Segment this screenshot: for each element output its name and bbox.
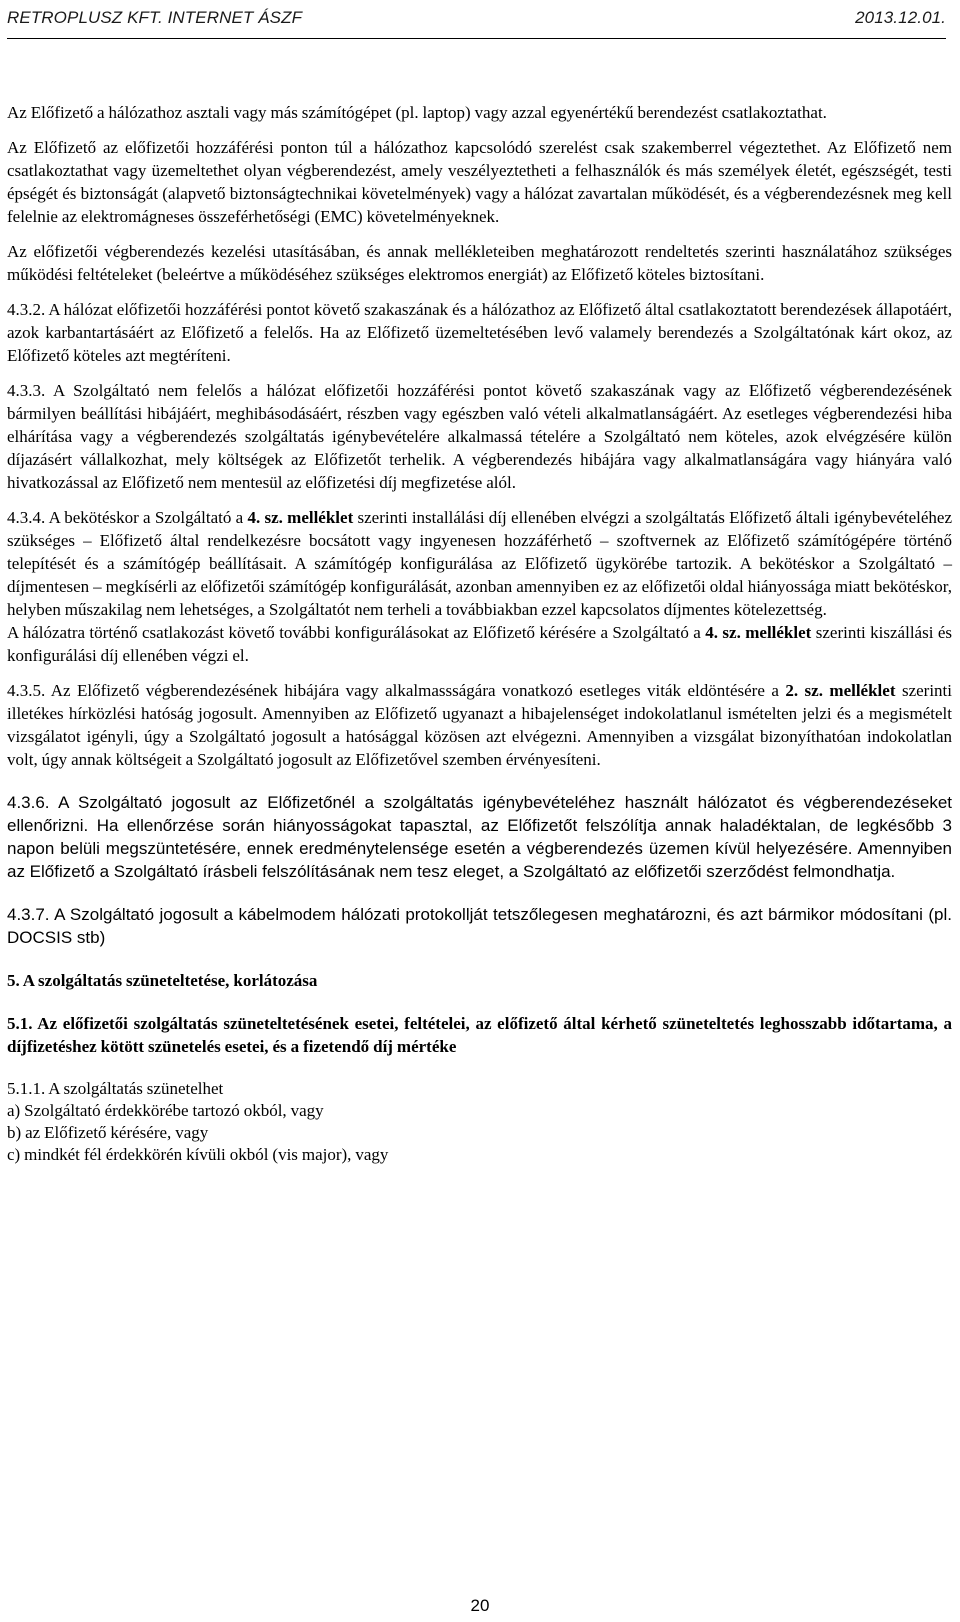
paragraph-4-3-5 (7, 679, 952, 771)
paragraph-configuration-rest: szerinti kiszállási és konfigurálási díj ellenében végzi el. (7, 623, 952, 665)
page-header (7, 0, 946, 39)
paragraph-4-3-3: 4.3.3. A Szolgáltató nem felelős a hálózat előfizetői hozzáférési pontot követő szakaszának vagy az Előfizető végberendezésének bármilyen beállítási hibájáért, meghibásodásáért, részben vagy egészben való vételi alkalmatlanságáért. Az esetleges végberendezési hiba elhárítása vagy a végberendezés szolgáltatás igénybevételére alkalmassá tételére a Szolgáltató nem köteles, azok elvégzésére külön díjazásért vállalkozhat, mely költségek az Előfizetőt terhelik. A végberendezés hibájára vagy alkalmatlanságára vagy hiányára való hivatkozással az Előfizető nem mentesül az előfizetési díj megfizetése alól. (7, 381, 952, 492)
list-item: a) Szolgáltató érdekkörébe tartozó okból, vagy (7, 1101, 324, 1120)
paragraph-4-3-4-text: 4.3.4. A bekötéskor a Szolgáltató a (7, 508, 248, 527)
header-date: 2013.12.01. (855, 8, 946, 27)
annex-reference: 4. sz. melléklet (247, 508, 354, 527)
list-item: 5.1.1. A szolgáltatás szünetelhet (7, 1079, 224, 1098)
section-heading-5-1: 5.1. Az előfizetői szolgáltatás szüneteltetésének esetei, feltételei, az előfizető által kérhető szüneteltetés leghosszabb időtartama, a díjfizetéshez kötött szünetelés esetei, és a fizetendő díj mértéke (7, 1014, 952, 1056)
paragraph-4-3-5-rest: szerinti illetékes hírközlési hatóság jogosult. Amennyiben az Előfizető ugyanazt a hibajelenséget indokolatlanul ismételten jelzi és a megismételt vizsgálatot igényli, úgy a Szolgáltató jogosult a hatósággal közösen azt elvégezni. Amennyiben a vizsgálat bizonyíthatóan indokolatlan volt, úgy annak költségeit a Szolgáltató jogosult az Előfizetővel szemben érvényesíteni. (7, 681, 952, 769)
annex-reference: 4. sz. melléklet (705, 623, 812, 642)
paragraph-4-3-6: 4.3.6. A Szolgáltató jogosult az Előfizetőnél a szolgáltatás igénybevételéhez használt hálózatot és végberendezéseket ellenőrizni. Ha ellenőrzése során hiányosságokat tapasztal, az Előfizetőt felszólítja annak haladéktalan, de legkésőbb 3 napon belüli megszüntetésére, ennek eredménytelensége esetén a végberendezés üzemen kívül helyezésére. Amennyiben az Előfizető a Szolgáltató írásbeli felszólításának nem tesz eleget, a Szolgáltató az előfizetői szerződést felmondhatja. (7, 793, 952, 881)
paragraph-4-3-4-rest: szerinti installálási díj ellenében elvégzi a szolgáltatás Előfizető általi igénybevételéhez szükséges – Előfizető által rendelkezésre bocsátott vagy ingyenesen hozzáférhető – szoftvernek az Előfizető számítógépére történő telepítését és a számítógép beállításait. A számítógép konfigurálása az Előfizető ügykörébe tartozik. A bekötéskor a Szolgáltató – díjmentesen – megkísérli az előfizetői számítógép konfigurálását, azonban amennyiben ez az előfizetői oldal hiányossága miatt bekötéskor, helyben műszakilag nem lehetséges, a Szolgáltatót nem terheli a továbbiakban ezzel kapcsolatos díjmentes kötelezettség. (7, 508, 952, 619)
header-company: RETROPLUSZ KFT. INTERNET ÁSZF (7, 8, 303, 27)
paragraph-4-3-4 (7, 506, 952, 621)
page-number: 20 (470, 1596, 490, 1615)
paragraph-operating-conditions: Az előfizetői végberendezés kezelési utasításában, és annak mellékleteiben meghatározott rendeltetés szerinti használatához szükséges működési feltételeket (beleértve a működéséhez szükséges elektromos energiát) az Előfizető köteles biztosítani. (7, 242, 952, 284)
document-body (7, 101, 952, 1166)
suspension-list (7, 1078, 952, 1166)
paragraph-configuration-text: A hálózatra történő csatlakozást követő további konfigurálásokat az Előfizető kérésére a Szolgáltató a (7, 623, 706, 642)
paragraph-4-3-5-text: 4.3.5. Az Előfizető végberendezésének hibájára vagy alkalmassságára vonatkozó esetleges viták eldöntésére a (7, 681, 786, 700)
annex-reference: 2. sz. melléklet (785, 681, 896, 700)
list-item: b) az Előfizető kérésére, vagy (7, 1123, 209, 1142)
paragraph-4-3-7: 4.3.7. A Szolgáltató jogosult a kábelmodem hálózati protokollját tetszőlegesen meghatározni, és azt bármikor módosítani (pl. DOCSIS stb) (7, 905, 952, 947)
paragraph-intro: Az Előfizető a hálózathoz asztali vagy más számítógépet (pl. laptop) vagy azzal egyenértékű berendezést csatlakoztathat. (7, 103, 827, 122)
paragraph-4-3-2: 4.3.2. A hálózat előfizetői hozzáférési pontot követő szakaszának és a hálózathoz az Előfizető által csatlakoztatott berendezések állapotáért, azok karbantartásáért az Előfizető a felelős. Ha az Előfizető üzemeltetésében levő valamely berendezés a Szolgáltatónak kárt okoz, az Előfizető köteles azt megtéríteni. (7, 300, 952, 365)
paragraph-configuration (7, 621, 952, 667)
list-item: c) mindkét fél érdekkörén kívüli okból (vis major), vagy (7, 1145, 389, 1164)
section-heading-5: 5. A szolgáltatás szüneteltetése, korlátozása (7, 971, 318, 990)
paragraph-installation: Az Előfizető az előfizetői hozzáférési ponton túl a hálózathoz kapcsolódó szerelést csak szakemberrel végeztethet. Az Előfizető nem csatlakoztathat vagy üzemeltethet olyan végberendezést, amely veszélyeztetheti a felhasználók és más személyek életét, egészségét, testi épségét és biztonságát (alapvető biztonságtechnikai követelmények) vagy a hálózat zavartalan működését, és a végberendezésnek meg kell felelnie az elektromágneses összeférhetőségi (EMC) követelményeknek. (7, 138, 952, 226)
